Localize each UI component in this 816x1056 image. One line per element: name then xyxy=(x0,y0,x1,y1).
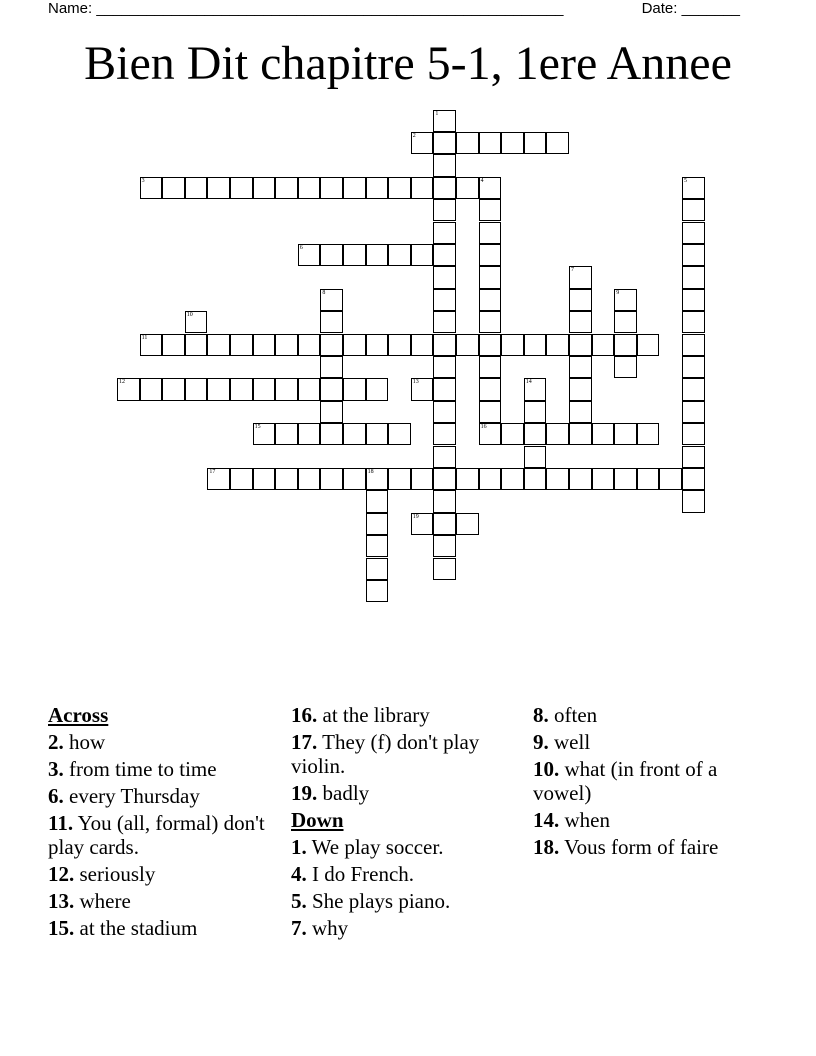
grid-cell[interactable] xyxy=(320,334,343,356)
grid-cell[interactable] xyxy=(614,334,637,356)
grid-cell[interactable] xyxy=(433,558,456,580)
grid-cell[interactable] xyxy=(569,423,592,445)
cell-number: 3 xyxy=(141,177,145,184)
grid-cell[interactable] xyxy=(614,289,637,311)
down-heading: Down xyxy=(291,808,344,832)
clue-item xyxy=(291,862,506,886)
clue-item xyxy=(291,835,506,859)
grid-cell[interactable] xyxy=(456,177,479,199)
grid-cell[interactable] xyxy=(320,289,343,311)
grid-cell[interactable] xyxy=(411,468,434,490)
grid-cell[interactable] xyxy=(343,423,366,445)
across-heading: Across xyxy=(48,703,109,727)
grid-cell[interactable] xyxy=(433,222,456,244)
cell-number: 2 xyxy=(412,132,416,139)
clue-item xyxy=(533,835,768,859)
clue-number: 18. xyxy=(533,835,560,859)
grid-cell[interactable] xyxy=(366,513,389,535)
grid-cell[interactable] xyxy=(614,356,637,378)
clue-item xyxy=(291,703,506,727)
grid-cell[interactable] xyxy=(546,468,569,490)
clue-text: well xyxy=(554,730,591,754)
grid-cell[interactable] xyxy=(320,311,343,333)
clue-number: 6. xyxy=(48,784,64,808)
clue-text: We play soccer. xyxy=(311,835,444,859)
grid-cell[interactable] xyxy=(682,446,705,468)
page-title: Bien Dit chapitre 5-1, 1ere Annee xyxy=(84,37,732,90)
grid-cell[interactable] xyxy=(411,378,434,400)
grid-cell[interactable] xyxy=(614,311,637,333)
grid-cell[interactable] xyxy=(479,244,502,266)
clues-column-2 xyxy=(291,703,506,943)
grid-cell[interactable] xyxy=(456,468,479,490)
clue-item xyxy=(48,916,273,940)
cell-number: 18 xyxy=(367,468,374,475)
clue-number: 19. xyxy=(291,781,318,805)
cell-number: 5 xyxy=(684,177,687,184)
grid-cell[interactable] xyxy=(524,468,547,490)
grid-cell[interactable] xyxy=(320,356,343,378)
grid-cell[interactable] xyxy=(433,110,456,132)
grid-cell[interactable] xyxy=(320,468,343,490)
grid-cell[interactable] xyxy=(433,154,456,176)
grid-cell[interactable] xyxy=(253,468,276,490)
grid-cell[interactable] xyxy=(253,177,276,199)
grid-cell[interactable] xyxy=(524,132,547,154)
grid-cell[interactable] xyxy=(253,423,276,445)
grid-cell[interactable] xyxy=(275,378,298,400)
grid-cell[interactable] xyxy=(320,423,343,445)
grid-cell[interactable] xyxy=(524,334,547,356)
grid-cell[interactable] xyxy=(569,378,592,400)
grid-cell[interactable] xyxy=(479,199,502,221)
cell-number: 13 xyxy=(412,379,419,386)
grid-cell[interactable] xyxy=(433,446,456,468)
grid-cell[interactable] xyxy=(456,513,479,535)
grid-cell[interactable] xyxy=(207,468,230,490)
cell-number: 10 xyxy=(186,312,193,319)
clue-text: from time to time xyxy=(69,757,217,781)
grid-cell[interactable] xyxy=(140,378,163,400)
clue-item xyxy=(291,889,506,913)
grid-cell[interactable] xyxy=(479,177,502,199)
grid-cell[interactable] xyxy=(298,378,321,400)
grid-cell[interactable] xyxy=(320,177,343,199)
clue-item xyxy=(48,811,273,859)
grid-cell[interactable] xyxy=(456,334,479,356)
grid-cell[interactable] xyxy=(433,401,456,423)
grid-cell[interactable] xyxy=(614,468,637,490)
grid-cell[interactable] xyxy=(343,468,366,490)
cell-number: 12 xyxy=(119,379,125,386)
grid-cell[interactable] xyxy=(366,535,389,557)
cell-number: 15 xyxy=(254,424,261,431)
grid-cell[interactable] xyxy=(433,468,456,490)
grid-cell[interactable] xyxy=(682,266,705,288)
grid-cell[interactable] xyxy=(479,266,502,288)
cell-number: 6 xyxy=(299,244,303,251)
clue-number: 10. xyxy=(533,757,560,781)
grid-cell[interactable] xyxy=(682,356,705,378)
grid-cell[interactable] xyxy=(162,177,185,199)
grid-cell[interactable] xyxy=(479,468,502,490)
grid-cell[interactable] xyxy=(546,334,569,356)
grid-cell[interactable] xyxy=(637,423,660,445)
grid-cell[interactable] xyxy=(253,378,276,400)
clue-text: Vous form of faire xyxy=(564,835,719,859)
grid-cell[interactable] xyxy=(433,244,456,266)
grid-cell[interactable] xyxy=(569,289,592,311)
clue-number: 15. xyxy=(48,916,75,940)
clue-number: 17. xyxy=(291,730,318,754)
clue-number: 2. xyxy=(48,730,64,754)
grid-cell[interactable] xyxy=(659,468,682,490)
grid-cell[interactable] xyxy=(298,177,321,199)
clues-column-3 xyxy=(533,703,768,862)
grid-cell[interactable] xyxy=(479,401,502,423)
clue-text: where xyxy=(79,889,131,913)
cell-number: 9 xyxy=(616,289,620,296)
grid-cell[interactable] xyxy=(569,266,592,288)
grid-cell[interactable] xyxy=(433,311,456,333)
grid-cell[interactable] xyxy=(366,378,389,400)
grid-cell[interactable] xyxy=(546,423,569,445)
grid-cell[interactable] xyxy=(433,490,456,512)
grid-cell[interactable] xyxy=(569,334,592,356)
clue-number: 12. xyxy=(48,862,75,886)
grid-cell[interactable] xyxy=(592,423,615,445)
grid-cell[interactable] xyxy=(682,401,705,423)
cell-number: 8 xyxy=(322,289,326,296)
grid-cell[interactable] xyxy=(185,311,208,333)
grid-cell[interactable] xyxy=(524,446,547,468)
grid-cell[interactable] xyxy=(230,334,253,356)
grid-cell[interactable] xyxy=(433,199,456,221)
grid-cell[interactable] xyxy=(343,378,366,400)
grid-cell[interactable] xyxy=(501,132,524,154)
grid-cell[interactable] xyxy=(433,289,456,311)
clue-item xyxy=(291,916,506,940)
clue-number: 11. xyxy=(48,811,74,835)
grid-cell[interactable] xyxy=(207,177,230,199)
clue-text: when xyxy=(564,808,610,832)
cell-number: 14 xyxy=(525,379,532,386)
clue-text: how xyxy=(69,730,106,754)
grid-cell[interactable] xyxy=(117,378,140,400)
grid-cell[interactable] xyxy=(682,289,705,311)
grid-cell[interactable] xyxy=(411,334,434,356)
clue-item xyxy=(533,808,768,832)
grid-cell[interactable] xyxy=(524,401,547,423)
grid-cell[interactable] xyxy=(162,378,185,400)
clue-item xyxy=(533,703,768,727)
grid-cell[interactable] xyxy=(275,423,298,445)
grid-cell[interactable] xyxy=(637,468,660,490)
clue-number: 8. xyxy=(533,703,549,727)
cell-number: 11 xyxy=(141,334,148,341)
grid-cell[interactable] xyxy=(433,378,456,400)
grid-cell[interactable] xyxy=(411,513,434,535)
grid-cell[interactable] xyxy=(366,244,389,266)
clue-item xyxy=(48,862,273,886)
grid-cell[interactable] xyxy=(366,490,389,512)
grid-cell[interactable] xyxy=(479,289,502,311)
grid-cell[interactable] xyxy=(501,468,524,490)
grid-cell[interactable] xyxy=(343,177,366,199)
grid-cell[interactable] xyxy=(253,334,276,356)
clues-column-1 xyxy=(48,703,273,943)
clue-item xyxy=(291,730,506,778)
grid-cell[interactable] xyxy=(366,468,389,490)
grid-cell[interactable] xyxy=(140,334,163,356)
grid-cell[interactable] xyxy=(388,244,411,266)
grid-cell[interactable] xyxy=(433,177,456,199)
grid-cell[interactable] xyxy=(682,177,705,199)
grid-cell[interactable] xyxy=(433,535,456,557)
grid-cell[interactable] xyxy=(614,423,637,445)
grid-cell[interactable] xyxy=(637,334,660,356)
clue-item xyxy=(48,784,273,808)
clue-number: 16. xyxy=(291,703,318,727)
grid-cell[interactable] xyxy=(682,199,705,221)
grid-cell[interactable] xyxy=(479,222,502,244)
grid-cell[interactable] xyxy=(546,132,569,154)
grid-cell[interactable] xyxy=(433,513,456,535)
grid-cell[interactable] xyxy=(411,244,434,266)
grid-cell[interactable] xyxy=(298,423,321,445)
clue-text: what (in front of a vowel) xyxy=(533,757,718,805)
cell-number: 17 xyxy=(209,468,216,475)
grid-cell[interactable] xyxy=(388,334,411,356)
grid-cell[interactable] xyxy=(140,177,163,199)
grid-cell[interactable] xyxy=(569,401,592,423)
grid-cell[interactable] xyxy=(479,378,502,400)
cell-number: 4 xyxy=(480,177,484,184)
grid-cell[interactable] xyxy=(366,423,389,445)
grid-cell[interactable] xyxy=(501,334,524,356)
cell-number: 7 xyxy=(571,267,574,274)
grid-cell[interactable] xyxy=(230,378,253,400)
grid-cell[interactable] xyxy=(682,334,705,356)
clue-text: why xyxy=(312,916,349,940)
grid-cell[interactable] xyxy=(682,468,705,490)
clue-number: 5. xyxy=(291,889,307,913)
grid-cell[interactable] xyxy=(682,490,705,512)
grid-cell[interactable] xyxy=(592,468,615,490)
clue-number: 3. xyxy=(48,757,64,781)
grid-cell[interactable] xyxy=(230,177,253,199)
clue-text: You (all, formal) don't play cards. xyxy=(48,811,265,859)
grid-cell[interactable] xyxy=(343,244,366,266)
grid-cell[interactable] xyxy=(524,423,547,445)
clue-text: at the stadium xyxy=(79,916,198,940)
grid-cell[interactable] xyxy=(682,222,705,244)
grid-cell[interactable] xyxy=(298,244,321,266)
cell-number: 16 xyxy=(480,424,487,431)
grid-cell[interactable] xyxy=(682,378,705,400)
cell-number: 1 xyxy=(435,110,439,117)
grid-cell[interactable] xyxy=(366,580,389,602)
clue-number: 9. xyxy=(533,730,549,754)
grid-cell[interactable] xyxy=(320,378,343,400)
grid-cell[interactable] xyxy=(275,334,298,356)
grid-cell[interactable] xyxy=(185,334,208,356)
grid-cell[interactable] xyxy=(320,401,343,423)
clue-text: She plays piano. xyxy=(312,889,451,913)
clue-item xyxy=(48,757,273,781)
clue-item xyxy=(291,781,506,805)
grid-cell[interactable] xyxy=(569,468,592,490)
clue-number: 13. xyxy=(48,889,75,913)
grid-cell[interactable] xyxy=(230,468,253,490)
grid-cell[interactable] xyxy=(433,356,456,378)
clue-number: 4. xyxy=(291,862,307,886)
grid-cell[interactable] xyxy=(524,378,547,400)
grid-cell[interactable] xyxy=(479,334,502,356)
grid-cell[interactable] xyxy=(185,378,208,400)
grid-cell[interactable] xyxy=(275,177,298,199)
clue-text: I do French. xyxy=(312,862,415,886)
grid-cell[interactable] xyxy=(592,334,615,356)
grid-cell[interactable] xyxy=(682,311,705,333)
clue-item xyxy=(48,889,273,913)
clue-item xyxy=(48,730,273,754)
grid-cell[interactable] xyxy=(433,334,456,356)
grid-cell[interactable] xyxy=(366,558,389,580)
grid-cell[interactable] xyxy=(479,311,502,333)
grid-cell[interactable] xyxy=(366,177,389,199)
grid-cell[interactable] xyxy=(343,334,366,356)
clue-text: every Thursday xyxy=(69,784,200,808)
grid-cell[interactable] xyxy=(433,266,456,288)
date-line[interactable]: Date: _______ xyxy=(641,0,740,17)
clue-number: 14. xyxy=(533,808,560,832)
grid-cell[interactable] xyxy=(388,468,411,490)
grid-cell[interactable] xyxy=(433,132,456,154)
grid-cell[interactable] xyxy=(388,423,411,445)
grid-cell[interactable] xyxy=(298,334,321,356)
clue-number: 7. xyxy=(291,916,307,940)
grid-cell[interactable] xyxy=(682,423,705,445)
grid-cell[interactable] xyxy=(433,423,456,445)
cell-number: 19 xyxy=(412,513,419,520)
grid-cell[interactable] xyxy=(388,177,411,199)
clue-number: 1. xyxy=(291,835,307,859)
grid-cell[interactable] xyxy=(479,132,502,154)
grid-cell[interactable] xyxy=(207,378,230,400)
grid-cell[interactable] xyxy=(479,356,502,378)
grid-cell[interactable] xyxy=(185,177,208,199)
name-line[interactable]: Name: ________________________________________________________ xyxy=(48,0,564,17)
clue-item xyxy=(533,730,768,754)
grid-cell[interactable] xyxy=(569,356,592,378)
grid-cell[interactable] xyxy=(682,244,705,266)
grid-cell[interactable] xyxy=(320,244,343,266)
grid-cell[interactable] xyxy=(207,334,230,356)
grid-cell[interactable] xyxy=(456,132,479,154)
grid-cell[interactable] xyxy=(411,177,434,199)
clue-text: at the library xyxy=(322,703,430,727)
clue-text: often xyxy=(554,703,598,727)
grid-cell[interactable] xyxy=(411,132,434,154)
grid-cell[interactable] xyxy=(479,423,502,445)
grid-cell[interactable] xyxy=(569,311,592,333)
grid-cell[interactable] xyxy=(275,468,298,490)
clue-text: badly xyxy=(322,781,370,805)
grid-cell[interactable] xyxy=(366,334,389,356)
grid-cell[interactable] xyxy=(298,468,321,490)
clue-text: They (f) don't play violin. xyxy=(291,730,480,778)
grid-cell[interactable] xyxy=(501,423,524,445)
clue-item xyxy=(533,757,768,805)
grid-cell[interactable] xyxy=(162,334,185,356)
clue-text: seriously xyxy=(79,862,156,886)
